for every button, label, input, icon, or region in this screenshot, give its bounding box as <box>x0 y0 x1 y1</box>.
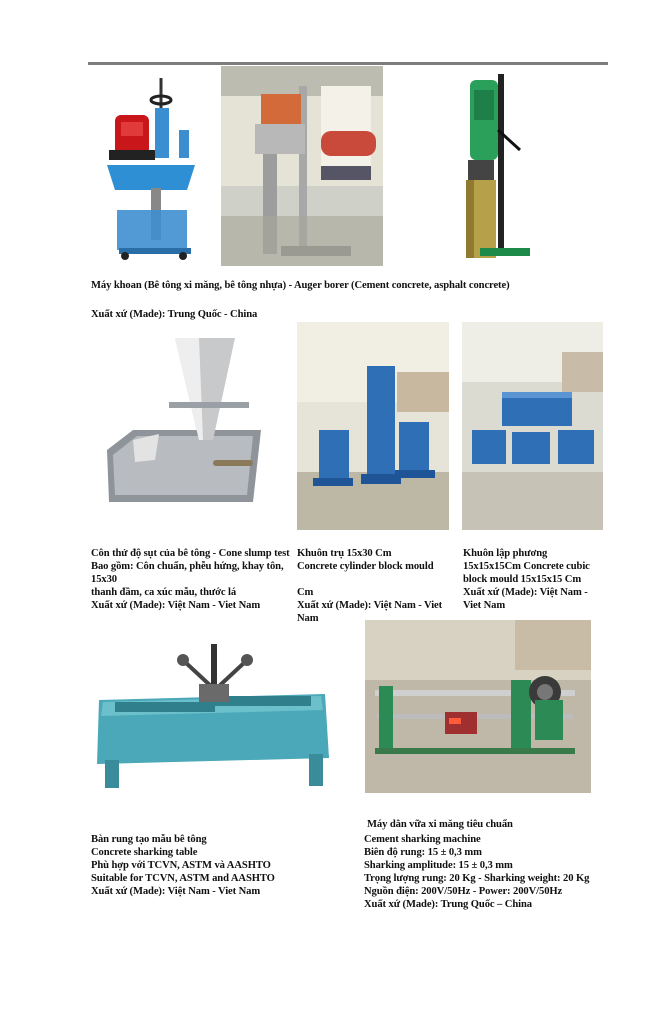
cube-origin-cont: Viet Nam <box>463 600 506 611</box>
header-rule <box>88 62 608 65</box>
machine-origin: Xuất xứ (Made): Trung Quốc – China <box>364 899 532 910</box>
cone-slump-text <box>91 547 290 612</box>
cone-size: 15x30 <box>91 574 117 585</box>
cube-origin: Xuất xứ (Made): Việt Nam - <box>463 587 588 598</box>
cone-title: Côn thử độ sụt của bê tông - Cone slump test <box>91 548 290 559</box>
machine-weight: Trọng lượng rung: 20 Kg - Sharking weight: 20 Kg <box>364 873 590 884</box>
sharking-machine-photo <box>365 620 591 793</box>
machine-title-vi: Máy dằn vữa xi măng tiêu chuẩn <box>367 819 513 830</box>
cylinder-unit: Cm <box>297 587 314 598</box>
cube-desc-cont: block mould 15x15x15 Cm <box>463 574 582 585</box>
sharking-machine-text <box>364 818 589 911</box>
auger-borer-origin: Xuất xứ (Made): Trung Quốc - China <box>91 309 258 320</box>
auger-borer-caption: Máy khoan (Bê tông xi măng, bê tông nhựa) - Auger borer (Cement concrete, asphalt concrete) <box>91 280 510 291</box>
table-standard-vi: Phù hợp với TCVN, ASTM và AASHTO <box>91 860 271 871</box>
table-title-en: Concrete sharking table <box>91 847 198 858</box>
cube-title: Khuôn lập phương <box>463 548 548 559</box>
cylinder-origin: Xuất xứ (Made): Việt Nam - Viet <box>297 600 443 611</box>
auger-borer-photo-3 <box>440 70 532 266</box>
cylinder-mould-photo <box>297 322 449 530</box>
table-origin: Xuất xứ (Made): Việt Nam - Viet Nam <box>91 886 261 897</box>
machine-title-en: Cement sharking machine <box>364 834 481 845</box>
cube-mould-text <box>463 547 590 612</box>
machine-amplitude-en: Sharking amplitude: 15 ± 0,3 mm <box>364 860 513 871</box>
table-standard-en: Suitable for TCVN, ASTM and AASHTO <box>91 873 275 884</box>
cylinder-origin-cont: Nam <box>297 613 319 624</box>
cube-mould-photo <box>462 322 603 530</box>
auger-borer-photo-2 <box>221 66 383 266</box>
cylinder-desc: Concrete cylinder block mould <box>297 561 434 572</box>
cylinder-mould-text <box>297 547 442 625</box>
cone-includes-cont: thanh đầm, ca xúc mẫu, thước lá <box>91 587 237 598</box>
auger-borer-photo-1 <box>95 70 219 265</box>
cone-includes: Bao gồm: Côn chuẩn, phễu hứng, khay tôn, <box>91 561 284 572</box>
cone-slump-photo <box>103 330 263 512</box>
cylinder-title: Khuôn trụ 15x30 Cm <box>297 548 392 559</box>
sharking-table-text <box>91 833 275 898</box>
table-title-vi: Bàn rung tạo mẫu bê tông <box>91 834 207 845</box>
machine-amplitude-vi: Biên độ rung: 15 ± 0,3 mm <box>364 847 482 858</box>
cube-desc: 15x15x15Cm Concrete cubic <box>463 561 590 572</box>
machine-power: Nguồn điện: 200V/50Hz - Power: 200V/50Hz <box>364 886 563 897</box>
cone-origin: Xuất xứ (Made): Việt Nam - Viet Nam <box>91 600 261 611</box>
sharking-table-photo <box>95 640 333 790</box>
